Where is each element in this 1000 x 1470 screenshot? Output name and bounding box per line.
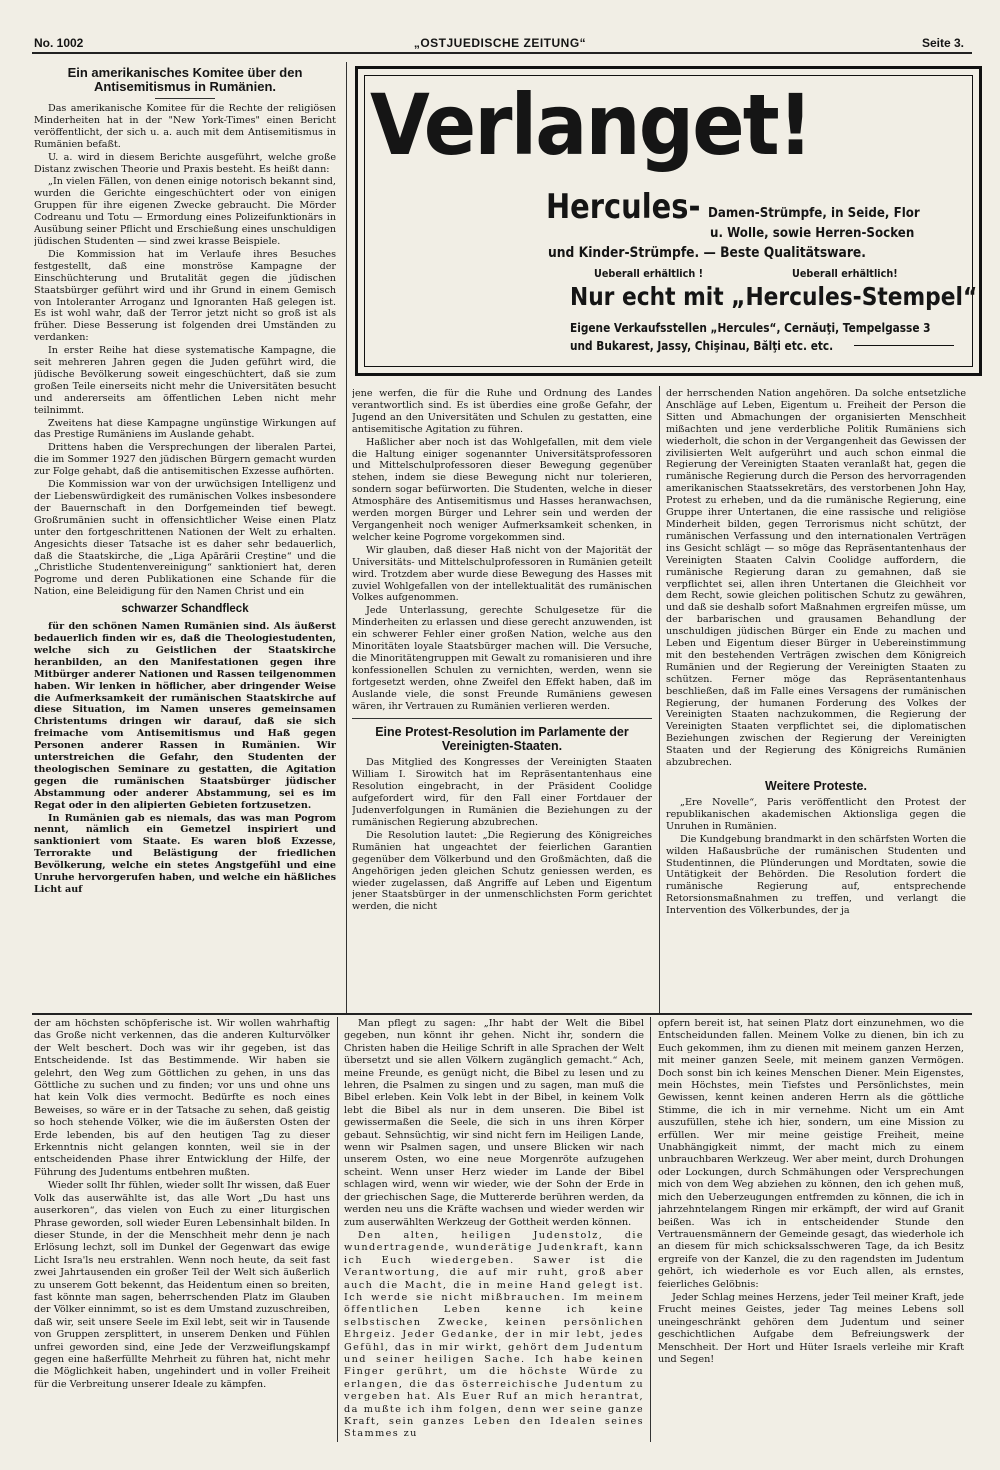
paragraph: der herrschenden Nation angehören. Da solche entsetzliche Anschläge auf Leben, Eigentum u. Freiheit der Person die Sitten und Abmachungen der organisierten Menschheit mißachten und jene verderbliche Politik Rumäniens sich wiederholt, die schon in der Vergangenheit das Gewissen der zivilisierten Welt aufgerührt und auch schon einmal die Regierung der Vereinigten Staaten veranlaßt hat, gegen die rumänische Regierung durch die Person des hervorragenden amerikanischen Staatssekretärs, des verstorbenen John Hay, Protest zu erheben, und da die rumänische Regierung, eine Gruppe ihrer Untertanen, die eine rassische und religiöse Minderheit bilden, gegen Terrorismus nicht schützt, der rumänischen Verfassung und den internationalen Verträgen ins Gesicht schlägt — so möge das Repräsentantenhaus der Vereinigten Staaten Calvin Coolidge auffordern, die rumänische Regierung daran zu gemahnen, daß sie verpflichtet sei, allen ihren Untertanen die Gleichheit vor dem Recht, sowie gleichen politischen Schutz zu gewähren, und daß sie deshalb sofort Maßnahmen ergreifen müsse, um der barbarischen und grausamen Behandlung der unschuldigen jüdischen Bürger ein Ende zu machen und Leben und Eigentum dieser Bürger in Uebereinstimmung mit den bestehenden Verträgen zwischen dem Königreich Rumänien und der Regierung der Vereinigten Staaten zu schützen. Ferner möge das Repräsentantenhaus beschließen, daß im Falle eines Versagens der rumänischen Regierung, der humanen Forderung des Volkes der Vereinigten Staaten nachzukommen, die Regierung der Vereinigten Staaten verpflichtet sei, die diplomatischen Beziehungen zwischen der Regierung der Vereinigten Staaten und der Regierung des Königreichs Rumänien abzubrechen. <box>666 388 966 769</box>
ad-shops-2: und Bukarest, Jassy, Chişinau, Bălţi etc. etc. <box>570 339 834 353</box>
paragraph: Man pflegt zu sagen: „Ihr habt der Welt die Bibel gegeben, nun könnt ihr gehen. Nicht ihr, sondern die Christen haben die Heilige Schrift in alle Sprachen der Welt übersetzt und sie allen Völkern zugänglich gemacht.“ Ach, meine Freunde, es genügt nicht, die Bibel zu lesen und zu lehren, die Psalmen zu singen und zu sagen, man muß die Bibel erleben. Kein Volk lebt in der Bibel, in keinem Volk lebt die Bibel als nur in dem unseren. Die Bibel ist gewissermaßen die Seele, die sich in uns ihren Körper gebaut. Sehnsüchtig, wir sind nicht fern im Heiligen Lande, wenn wir Psalmen sagen, und unsere Blicken wir nach unserem Osten, wo eine neue Morgenröte aufzugehen scheint. Wenn unser Herz wieder im Lande der Bibel schlagen wird, wenn wir wieder, wie der Sohn der Erde in der griechischen Sage, die Muttererde berühren werden, da werden neu uns die Kräfte wachsen und wieder werden wir zum auserwählten Werkzeug der Gottheit werden können. <box>344 1018 644 1228</box>
paragraph: „In vielen Fällen, von denen einige notorisch bekannt sind, wurden die Gerichte eingeschüchtert oder von einigen Gruppen für ihre eigenen Zwecke gebraucht. Die Mörder Codreanu und Totu — Ermordung eines Polizeifunktionärs in Ausübung seiner Pflicht und Erschießung eines unschuldigen jüdischen Studenten — sind zwei krasse Beispiele. <box>34 176 336 247</box>
paragraph: Drittens haben die Versprechungen der liberalen Partei, die im Sommer 1927 den jüdischen Bürgern gemacht wurden zur Folge gehabt, daß die antisemitischen Exzesse aufhörten. <box>34 442 336 478</box>
ad-availability-right: Ueberall erhältlich! <box>792 267 898 280</box>
ad-rule <box>854 345 954 346</box>
ad-shops-1: Eigene Verkaufsstellen „Hercules“, Cernăuţi, Tempelgasse 3 <box>570 321 931 335</box>
paragraph: der am höchsten schöpferische ist. Wir wollen wahrhaftig das Große nicht verkennen, das die anderen Kulturvölker der Welt beschert. Doch was wir ihr gegeben, ist das Entscheidende. Ist das Bestimmende. Wir haben sie gelehrt, den Weg zum Göttlichen zu gehen, in uns das Göttliche zu suchen und zu finden; vor uns und ohne uns hat kein Volk dies vermocht. Bedürfte es noch eines Beweises, so wäre er in der Tatsache zu sehen, daß geistig so hoch stehende Völker, wie die im äußersten Osten der Erde lebenden, bis auf den heutigen Tag zu dieser Erkenntnis nicht gelangen konnten, weil sie in der entscheidenden Phase ihrer Entwicklung der Hilfe, der Führung des Judentums entbehren mußten. <box>34 1018 330 1178</box>
ad-availability-left: Ueberall erhältlich ! <box>594 267 703 280</box>
article-column-3 <box>666 388 966 1010</box>
ad-line-1: Damen-Strümpfe, in Seide, Flor <box>708 205 920 221</box>
paragraph: jene werfen, die für die Ruhe und Ordnung des Landes verantwortlich sind. Es ist überdies eine große Gefahr, der Jugend an den Universitäten und Schulen zu gestatten, eine antisemitische Agitation zu führen. <box>352 388 652 435</box>
paragraph: In Rumänien gab es niemals, das was man Pogrom nennt, nämlich ein Gemetzel inspiriert und sanktioniert vom Staate. Es waren bloß Exzesse, Terrorakte und Belästigung der friedlichen Bevölkerung, welche ein stetes Angstgefühl und eine Unruhe hervorgerufen haben, und welche ein häßliches Licht auf <box>34 812 336 895</box>
section-rule <box>32 1013 972 1015</box>
paragraph: Haßlicher aber noch ist das Wohlgefallen, mit dem viele die Haltung einiger sogenannter Universitätsprofessoren und Mittelschulprofessoren dieser Bewegung gegenüber stehen, indem sie diese Bewegung nicht nur tolerieren, sondern sogar befürworten. Die Studenten, welche in dieser Atmosphäre des Antisemitismus und Hasses heranwachsen, werden morgen Bürger und Lehrer sein und werden der Vergangenheit noch weniger Aufmerksamkeit schenken, in welcher keine Pogrome vorgekommen sind. <box>352 436 652 543</box>
paragraph: Die Resolution lautet: „Die Regierung des Königreiches Rumänien hat ungeachtet der feierlichen Garantien gegenüber dem Völkerbund und den Großmächten, daß die Angehörigen jeden gleichen Schutz geniessen werden, es wieder zugelassen, daß Angriffe auf Leben und Eigentum jener Staatsbürger in der unmenschlichsten Form gerichtet werden, die nicht <box>352 829 652 913</box>
lower-column-2 <box>344 1018 644 1442</box>
ad-slogan: Nur echt mit „Hercules-Stempel“ <box>570 282 978 311</box>
ad-line-3: und Kinder-Strümpfe. — Beste Qualitätsware. <box>548 245 866 261</box>
lower-column-3 <box>658 1018 964 1442</box>
column-divider <box>650 1017 651 1442</box>
newspaper-title: „OSTJUEDISCHE ZEITUNG“ <box>413 36 587 50</box>
page-number: Seite 3. <box>921 36 964 50</box>
hercules-advertisement <box>355 66 982 376</box>
title-rule <box>155 98 215 99</box>
paragraph: opfern bereit ist, hat seinen Platz dort einzunehmen, wo die Entscheidunden fallen. Meinem Volke zu dienen, bin ich zu Euch gekommen, ihm zu dienen mit meinem ganzen Herzen, mit meiner ganzen Seele, mit meinem ganzen Vermögen. Doch sonst bin ich keines Menschen Diener. Mein Eigenstes, mein Höchstes, mein Tiefstes und Persönlichstes, mein Gewissen, kennt keinen anderen Herrn als die göttliche Stimme, die ich in mir vernehme. Nicht um ein Amt auszufüllen, stehe ich hier, sondern, um eine Mission zu erfüllen. Wer mir meine geistige Freiheit, meine Unabhängigkeit nimmt, der macht mich zu einem unbrauchbaren Werkzeug. Wer aber meint, durch Drohungen oder Lockungen, durch Schmähungen oder Versprechungen mich von dem Weg abziehen zu können, den ich gehen muß, mich den Ueberzeugungen entfremden zu können, die ich in jahrzehntelangem Ringen mir erkämpft, der wird auf Granit beißen. Was ich in entscheidender Stunde den Vertrauensmännern der Gemeinde gesagt, das wiederhole ich an diesem für mich schicksalsschweren Tage, da ich Besitz ergreife von der Kanzel, die zu den ragendsten im Judentum gehört, ich wiederhole es vor Euch allen, als ernstes, feierliches Gelöbnis: <box>658 1018 964 1290</box>
masthead-rule <box>32 52 972 54</box>
article-title: Weitere Proteste. <box>765 779 867 793</box>
section-rule <box>352 718 652 719</box>
paragraph: Die Kommission hat im Verlaufe ihres Besuches festgestellt, daß eine monströse Kampagne der Einschüchterung und Brutalität gegen die jüdischen Staatsbürger geführt wird und ihr Grund in einem Gemisch von Intoleranter Arroganz und Ignoranten Haß gelegen ist. Es ist wohl wahr, daß der Terror jetzt nicht so groß ist als früher. Diese Besserung ist folgenden drei Umständen zu verdanken: <box>34 248 336 344</box>
paragraph: Wir glauben, daß dieser Haß nicht von der Majorität der Universitäts- und Mittelschulprofessoren in Rumänien geteilt wird. Trotzdem aber wurde diese Bewegung des Hasses mit zuviel Wohlgefallen von der intellektualität des rumänischen Volkes aufgenommen. <box>352 544 652 604</box>
paragraph: In erster Reihe hat diese systematische Kampagne, die seit mehreren Jahren gegen die Juden geführt wird, die jüdische Bevölkerung soweit eingeschüchtert, daß sie zum großen Teile einerseits nicht mehr die Universitäten besucht und andererseits am öffentlichen Leben nicht mehr teilnimmt. <box>34 345 336 416</box>
article-title: Eine Protest-Resolution im Parlamente der Vereinigten-Staaten. <box>375 725 629 754</box>
ad-headline: Verlanget! <box>370 76 812 174</box>
subheading: schwarzer Schandfleck <box>121 603 249 616</box>
article-column-2 <box>352 388 652 1010</box>
issue-number: No. 1002 <box>34 36 84 50</box>
column-divider <box>346 62 347 1014</box>
paragraph: Die Kommission war von der urwüchsigen Intelligenz und der Liebenswürdigkeit des rumänischen Volkes insbesondere der Bauernschaft in den Dorfgemeinden tief bewegt. Großrumänien sucht in offensichtlicher Weise einen Platz unter den fortgeschrittenen Nationen der Welt zu erhalten. Angesichts dieser Tatsache ist es daher sehr bedauerlich, daß die Staatskirche, die „Liga Apărării Creștine“ und die „Christliche Studentenvereinigung“ sanktioniert hat, deren Pogrome und deren Publikationen eine Schande für die Nation, eine Beleidigung für den Namen Christ und ein <box>34 479 336 598</box>
lower-column-1 <box>34 1018 330 1442</box>
paragraph: „Ere Novelle“, Paris veröffentlicht den Protest der republikanischen akademischen Aktionsliga gegen die Unruhen in Rumänien. <box>666 797 966 832</box>
ad-brand: Hercules- <box>546 187 701 227</box>
paragraph: Das Mitglied des Kongresses der Vereinigten Staaten William I. Sirowitch hat im Repräsentantenhaus eine Resolution eingebracht, in der Präsident Coolidge aufgefordert wird, für den Fall einer Fortdauer der Judenverfolgungen in Rumänien die Beziehungen zu der rumänischen Regierung abzubrechen. <box>352 757 652 828</box>
paragraph: Den alten, heiligen Judenstolz, die wundertragende, wunderätige Judenkraft, kann ich Euch wiedergeben. Sawer ist die Verantwortung, die auf mir ruht, groß aber auch die Macht, die in meine Hand gelegt ist. Ich werde sie nicht mißbrauchen. Im meinem öffentlichen Leben kenne ich keine selbstischen Zwecke, keinen persönlichen Ehrgeiz. Jeder Gedanke, der in mir lebt, jedes Gefühl, das in mir wirkt, gehört dem Judentum und seiner heiligen Sache. Ich habe keinen Finger gerührt, um die höchste Würde zu erlangen, die das österreichische Judentum zu vergeben hat. Als Euer Ruf an mich herantrat, da mußte ich ihm folgen, denn wer seine ganze Kraft, sein ganzes Leben den Idealen seines Stammes zu <box>344 1229 644 1440</box>
paragraph: Jeder Schlag meines Herzens, jeder Teil meiner Kraft, jede Frucht meines Geistes, jeder Tag meines Lebens soll uneingeschränkt gehören dem Judentum und seiner geschichtlichen Aufgabe dem Befreiungswerk der Menschheit. Der Hort und Hüter Israels verleihe mir Kraft und Segen! <box>658 1291 964 1365</box>
paragraph: U. a. wird in diesem Berichte ausgeführt, welche große Distanz zwischen Theorie und Praxis besteht. Es heißt dann: <box>34 151 336 175</box>
article-title: Ein amerikanisches Komitee über den Antisemitismus in Rumänien. <box>67 65 303 94</box>
paragraph: Wieder sollt Ihr fühlen, wieder sollt Ihr wissen, daß Euer Volk das auserwählte ist, das alle Wort „Du hast uns auserkoren“, das vielen von Euch zu einer liturgischen Phrase geworden, soll wieder Euren Lebensinhalt bilden. In dieser Stunde, in der die Menschheit mehr denn je nach Erlösung lechzt, soll im Dunkel der Gegenwart das ewige Licht Isra'ls neu erstrahlen. Wenn noch heute, da seit fast zwei Jahrtausenden ein großer Teil der Welt sich äußerlich zu unserem Gott bekennt, das Heidentum einen so breiten, fast könnte man sagen, beherrschenden Platz im Glauben der Völker einnimmt, so ist es dem Umstand zuzuschreiben, daß wir, seit unsere Seele im Exil lebt, seit wir in Tausende von Gruppen zersplittert, in unserem Denken und Fühlen unfrei geworden sind, eine Jede der Verzweiflungskampf gegen eine haßerfüllte Mehrheit zu führen hat, nicht mehr die Möglichkeit haben, ungehindert und in voller Freiheit für die Verbreitung unserer Ideale zu kämpfen. <box>34 1180 330 1390</box>
ad-line-2: u. Wolle, sowie Herren-Socken <box>710 225 915 241</box>
article-column-1 <box>34 64 336 1010</box>
paragraph: Das amerikanische Komitee für die Rechte der religiösen Minderheiten hat in der "New York-Times" einen Bericht veröffentlicht, der sich u. a. auch mit dem Antisemitismus in Rumänien befaßt. <box>34 103 336 150</box>
paragraph: Die Kundgebung brandmarkt in den schärfsten Worten die wilden Haßausbrüche der rumänischen Studenten und Studentinnen, die Plünderungen und Mordtaten, sowie die Untätigkeit der Behörden. Die Resolution fordert die rumänische Regierung auf, entsprechende Retorsionsmaßnahmen zu treffen, und verlangt die Intervention des Völkerbundes, der ja <box>666 833 966 917</box>
column-divider <box>337 1017 338 1442</box>
paragraph: für den schönen Namen Rumänien sind. Als äußerst bedauerlich finden wir es, daß die Theologiestudenten, welche sich zu Geistlichen der Staatskirche heranbilden, an den Manifestationen gegen ihre Mitbürger anderer Nationen und Rassen teilgenommen haben. Wir lenken in höflicher, aber dringender Weise die Aufmerksamkeit der rumänischen Staatskirche auf diese Situation, im Namen unseres gemeinsamen Christentums dringen wir darauf, daß sie sich freimache vom Antisemitismus und Haß gegen Personen anderer Rassen in Rumänien. Wir unterstreichen die Gefahr, den Studenten der theologischen Seminare zu gestatten, die Agitation gegen die rumänischen Staatsbürger jüdischer Abstammung oder anderer Abstammung, sei es im Regat oder in den alipierten Gebieten fortzusetzen. <box>34 621 336 811</box>
column-divider <box>659 386 660 1014</box>
paragraph: Jede Unterlassung, gerechte Schulgesetze für die Minderheiten zu erlassen und diese gerecht anzuwenden, ist ein schwerer Fehler einer großen Nation, welche aus den Minoritäten loyale Staatsbürger machen will. Die Versuche, die Minoritätengruppen mit Gewalt zu romanisieren und ihre konfessionellen Schulen zu vernichten, werden, wenn sie fortgesetzt werden, ohne Zweifel den Effekt haben, daß im Auslande viele, die sonst Freunde Rumäniens gewesen wären, ihr Vertrauen zu Rumänien verlieren werden. <box>352 605 652 712</box>
paragraph: Zweitens hat diese Kampagne ungünstige Wirkungen auf das Prestige Rumäniens im Auslande gehabt. <box>34 417 336 441</box>
